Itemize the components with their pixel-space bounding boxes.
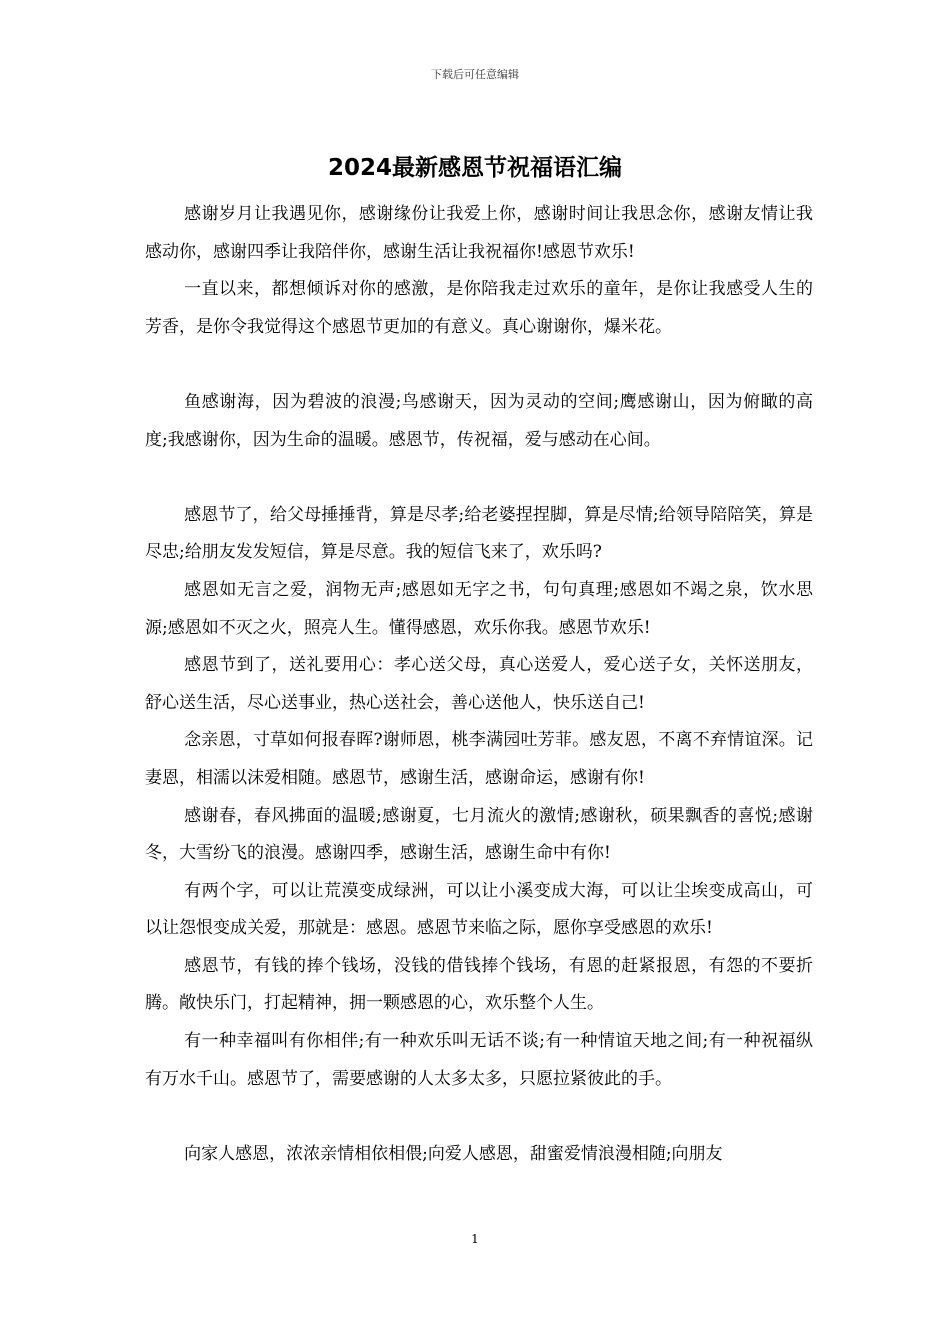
document-body	[145, 196, 813, 1173]
blank-line	[145, 346, 813, 384]
blank-line	[145, 1098, 813, 1136]
header-note: 下载后可任意编辑	[431, 68, 519, 81]
paragraph: 向家人感恩，浓浓亲情相依相偎;向爱人感恩，甜蜜爱情浪漫相随;向朋友	[184, 1143, 723, 1164]
paragraph: 有两个字，可以让荒漠变成绿洲，可以让小溪变成大海，可以让尘埃变成高山，可以让怨恨变成关爱，那就是：感恩。感恩节来临之际，愿你享受感恩的欢乐!	[145, 880, 813, 939]
paragraph: 一直以来，都想倾诉对你的感激，是你陪我走过欢乐的童年，是你让我感受人生的芳香，是你令我觉得这个感恩节更加的有意义。真心谢谢你，爆米花。	[145, 279, 813, 337]
paragraph: 念亲恩，寸草如何报春晖?谢师恩，桃李满园吐芳菲。感友恩，不离不弃情谊深。记妻恩，相濡以沫爱相随。感恩节，感谢生活，感谢命运，感谢有你!	[145, 730, 813, 788]
paragraph: 感恩如无言之爱，润物无声;感恩如无字之书，句句真理;感恩如不竭之泉，饮水思源;感恩如不灭之火，照亮人生。懂得感恩，欢乐你我。感恩节欢乐!	[145, 579, 813, 638]
page-number: 1	[471, 1232, 479, 1246]
paragraph: 感谢岁月让我遇见你，感谢缘份让我爱上你，感谢时间让我思念你，感谢友情让我感动你，感谢四季让我陪伴你，感谢生活让我祝福你!感恩节欢乐!	[145, 204, 813, 262]
document-title: 2024最新感恩节祝福语汇编	[327, 155, 622, 181]
paragraph: 鱼感谢海，因为碧波的浪漫;鸟感谢天，因为灵动的空间;鹰感谢山，因为俯瞰的高度;我感谢你，因为生命的温暖。感恩节，传祝福，爱与感动在心间。	[145, 391, 813, 450]
paragraph: 感恩节，有钱的捧个钱场，没钱的借钱捧个钱场，有恩的赶紧报恩，有怨的不要折腾。敞快乐门，打起精神，拥一颗感恩的心，欢乐整个人生。	[145, 955, 813, 1014]
paragraph: 感恩节了，给父母捶捶背，算是尽孝;给老婆捏捏脚，算是尽情;给领导陪陪笑，算是尽忠;给朋友发发短信，算是尽意。我的短信飞来了，欢乐吗?	[145, 504, 813, 563]
blank-line	[145, 459, 813, 497]
paragraph: 感恩节到了，送礼要用心：孝心送父母，真心送爱人，爱心送子女，关怀送朋友，舒心送生活，尽心送事业，热心送社会，善心送他人，快乐送自己!	[145, 655, 813, 713]
paragraph: 有一种幸福叫有你相伴;有一种欢乐叫无话不谈;有一种情谊天地之间;有一种祝福纵有万水千山。感恩节了，需要感谢的人太多太多，只愿拉紧彼此的手。	[145, 1031, 813, 1089]
paragraph: 感谢春，春风拂面的温暖;感谢夏，七月流火的激情;感谢秋，硕果飘香的喜悦;感谢冬，大雪纷飞的浪漫。感谢四季，感谢生活，感谢生命中有你!	[145, 805, 813, 864]
